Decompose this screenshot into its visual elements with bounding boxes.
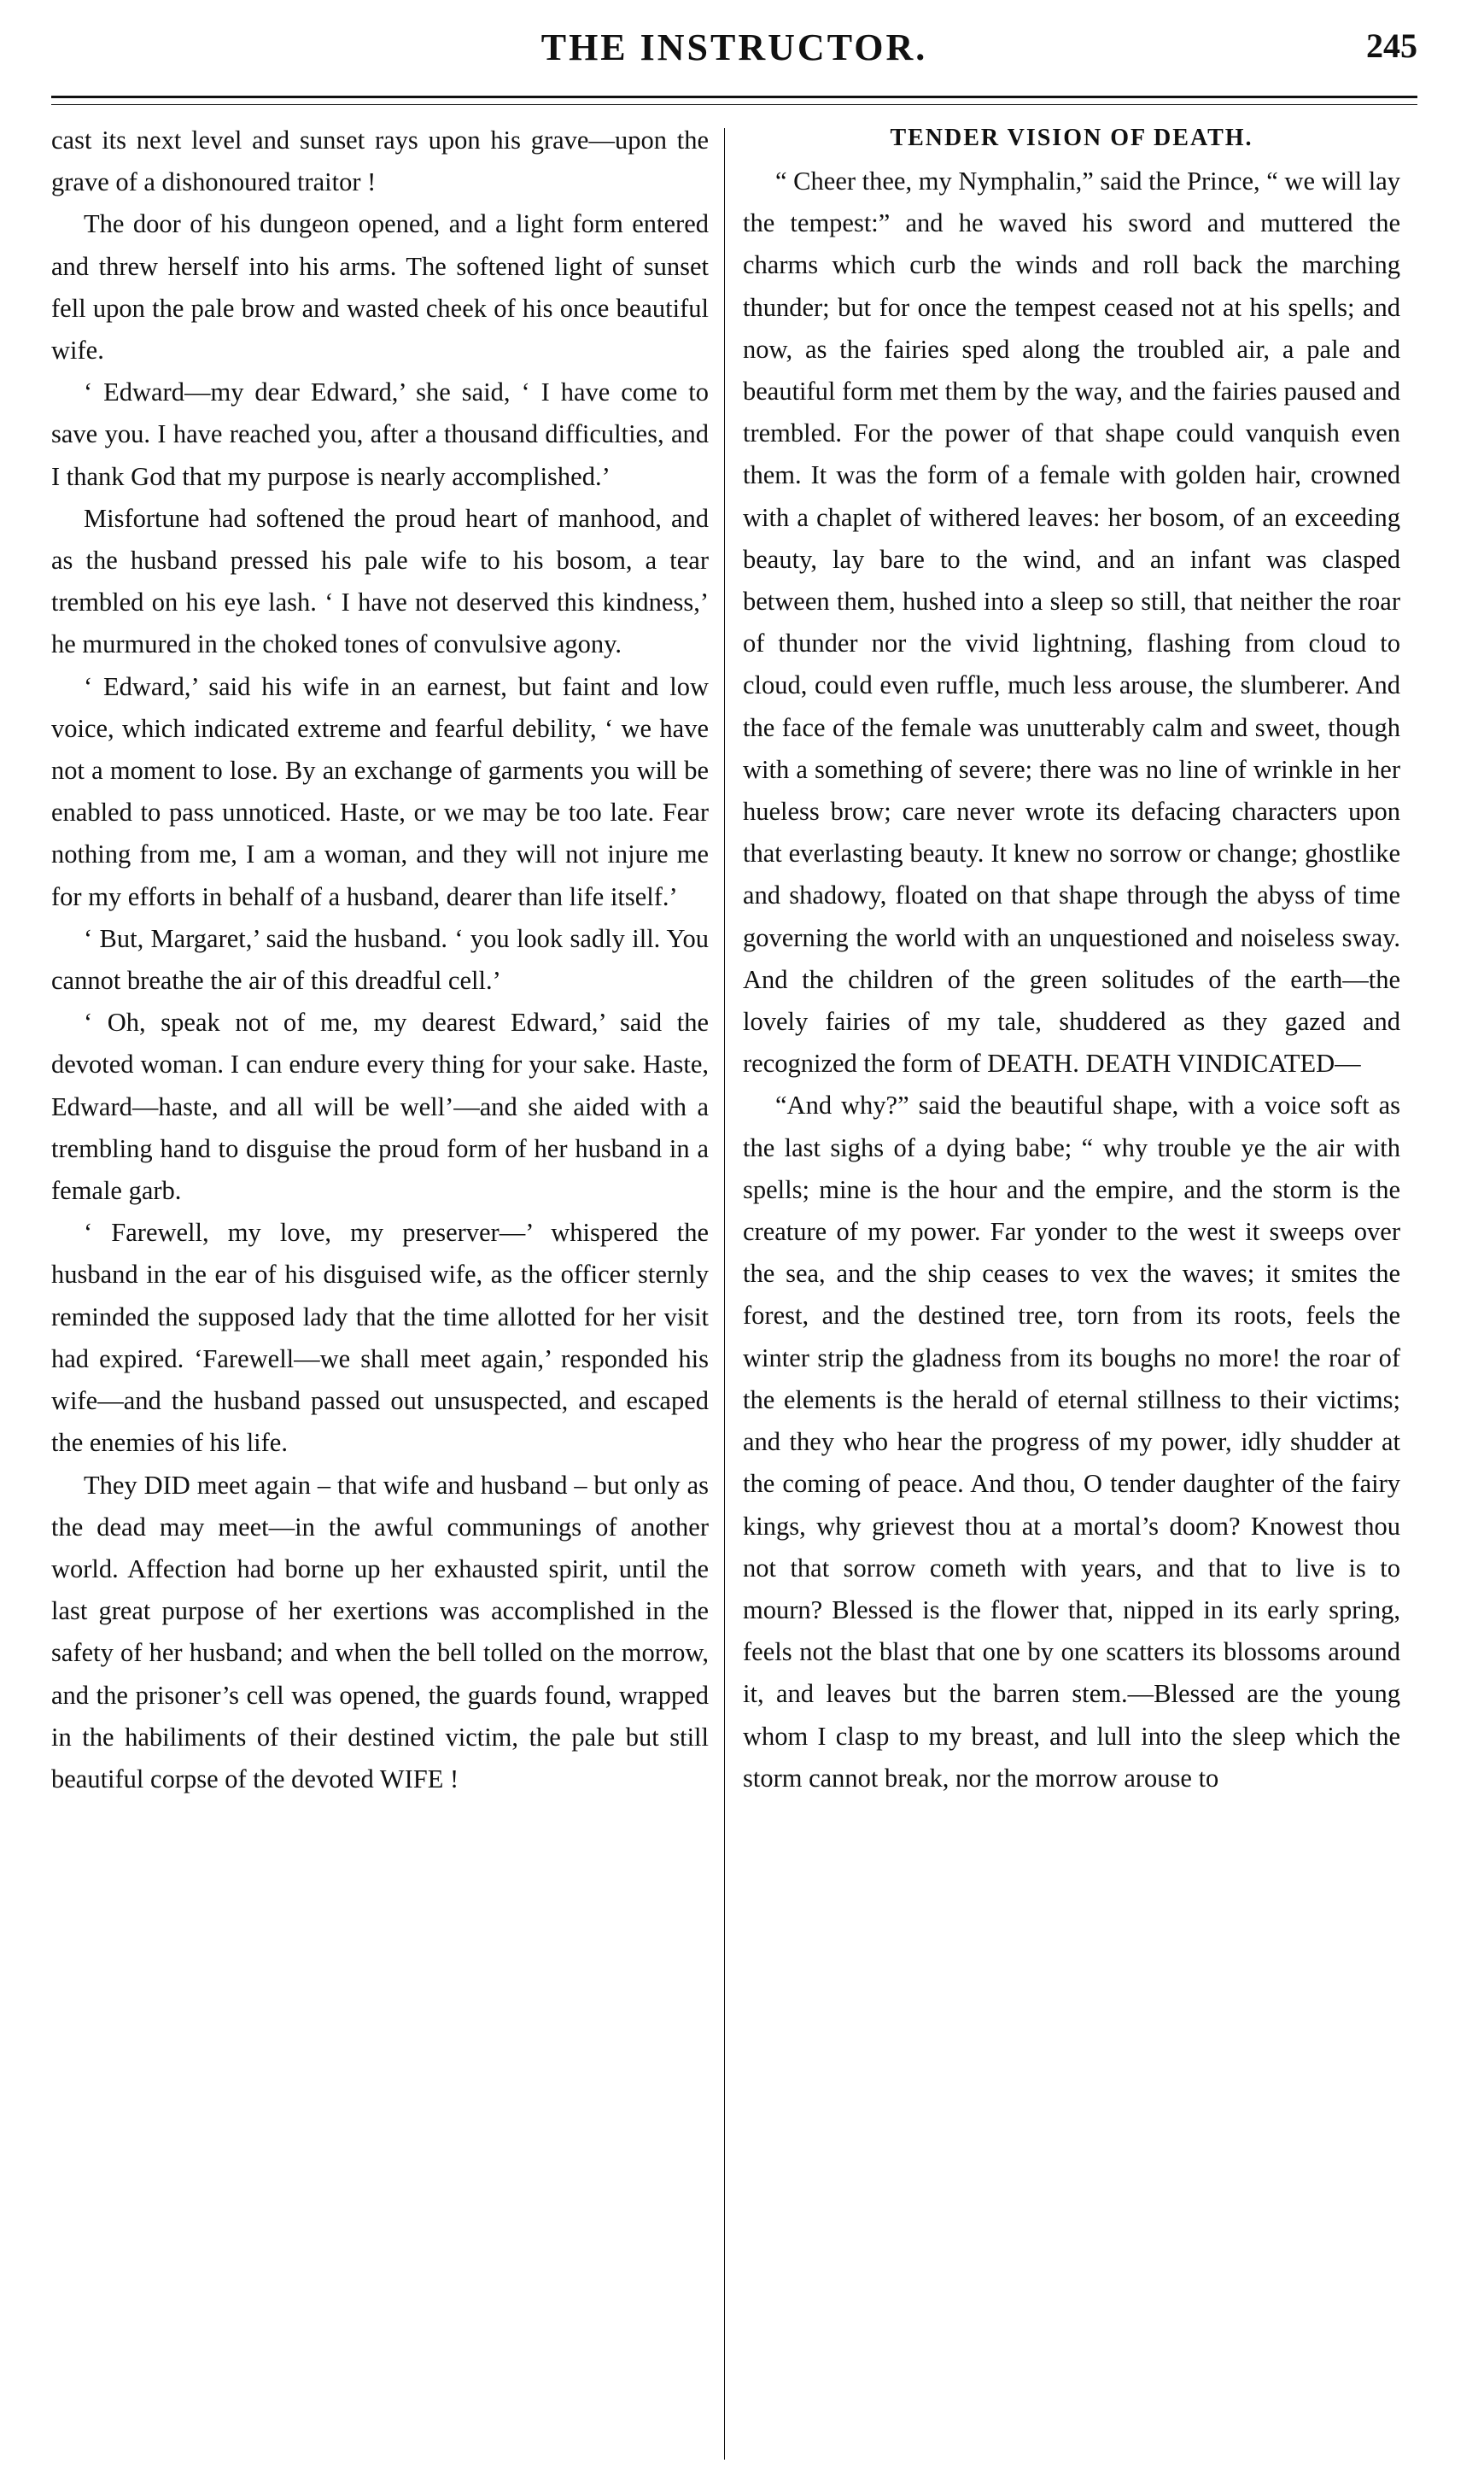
header-rule-thin bbox=[51, 104, 1417, 105]
paragraph: ‘ Oh, speak not of me, my dearest Edward,’ said the devoted woman. I can endure every thing for your sake. Haste, Edward—haste, and all will be well’—and she aided with a trembling hand to disguise the proud form of her husband in a female garb. bbox=[51, 1008, 709, 1206]
column-divider bbox=[724, 128, 725, 2460]
right-column bbox=[743, 120, 1400, 1799]
page-number: 245 bbox=[1366, 26, 1417, 65]
paragraph: The door of his dungeon opened, and a light form entered and threw herself into his arms. The softened light of sunset fell upon the pale brow and wasted cheek of his once beautiful wife. bbox=[51, 209, 709, 366]
running-head bbox=[51, 19, 1417, 79]
paragraph: Misfortune had softened the proud heart of manhood, and as the husband pressed his pale wife to his bosom, a tear trembled on his eye lash. ‘ I have not deserved this kindness,’ he murmured in the choked tones of convulsive agony. bbox=[51, 503, 709, 659]
paragraph: ‘ But, Margaret,’ said the husband. ‘ you look sadly ill. You cannot breathe the air of this dreadful cell.’ bbox=[51, 923, 709, 996]
left-column bbox=[51, 120, 709, 1800]
paragraph: ‘ Edward—my dear Edward,’ she said, ‘ I have come to save you. I have reached you, after a thousand difficulties, and I thank God that my purpose is nearly accomplished.’ bbox=[51, 377, 709, 491]
paragraph: They DID meet again – that wife and husband – but only as the dead may meet—in the awful communings of another world. Affection had borne up her exhausted spirit, until the last great purpose of her exertions was accomplished in the safety of her husband; and when the bell tolled on the morrow, and the prisoner’s cell was opened, the guards found, wrapped in the habiliments of their destined victim, the pale but still beautiful corpse of the devoted WIFE ! bbox=[51, 1470, 709, 1793]
article-title: TENDER VISION OF DEATH. bbox=[890, 125, 1253, 151]
paragraph: “And why?” said the beautiful shape, with a voice soft as the last sighs of a dying babe; “ why trouble ye the air with spells; mine is the hour and the empire, and the storm is the creature of my power. Far yonder to the west it sweeps over the sea, and the ship ceases to vex the waves; it smites the forest, and the destined tree, torn from its roots, feels the winter strip the gladness from its boughs no more! the roar of the elements is the herald of eternal stillness to their victims; and they who hear the progress of my power, idly shudder at the coming of peace. And thou, O tender daughter of the fairy kings, why grievest thou at a mortal’s doom? Knowest thou not that sorrow cometh with years, and that to live is to mourn? Blessed is the flower that, nipped in its early spring, feels not the blast that one by one scatters its blossoms around it, and leaves but the barren stem.—Blessed are the young whom I clasp to my breast, and lull into the sleep which the storm cannot break, nor the morrow arouse to bbox=[743, 1091, 1400, 1793]
paragraph: ‘ Farewell, my love, my preserver—’ whispered the husband in the ear of his disguised wife, as the officer sternly reminded the supposed lady that the time allotted for her visit had expired. ‘Farewell—we shall meet again,’ responded his wife—and the husband passed out unsuspected, and escaped the enemies of his life. bbox=[51, 1218, 709, 1458]
journal-title: THE INSTRUCTOR. bbox=[540, 26, 928, 68]
paragraph: “ Cheer thee, my Nymphalin,” said the Prince, “ we will lay the tempest:” and he waved his sword and muttered the charms which curb the winds and roll back the marching thunder; but for once the tempest ceased not at his spells; and now, as the fairies sped along the troubled air, a pale and beautiful form met them by the way, and the fairies paused and trembled. For the power of that shape could vanquish even them. It was the form of a female with golden hair, crowned with a chaplet of withered leaves: her bosom, of an exceeding beauty, lay bare to the wind, and an infant was clasped between them, hushed into a sleep so still, that neither the roar of thunder nor the vivid lightning, flashing from cloud to cloud, could even ruffle, much less arouse, the slumberer. And the face of the female was unutterably calm and sweet, though with a something of severe; there was no line of wrinkle in her hueless brow; care never wrote its defacing characters upon that everlasting beauty. It knew no sorrow or change; ghostlike and shadowy, floated on that shape through the abyss of time governing the world with an unquestioned and noiseless sway. And the children of the green solitudes of the earth—the lovely fairies of my tale, shuddered as they gazed and recognized the form of DEATH. DEATH VINDICATED— bbox=[743, 167, 1400, 1079]
paragraph: ‘ Edward,’ said his wife in an earnest, but faint and low voice, which indicated extreme and fearful debility, ‘ we have not a moment to lose. By an exchange of garments you will be enabled to pass unnoticed. Haste, or we may be too late. Fear nothing from me, I am a woman, and they will not injure me for my efforts in behalf of a husband, dearer than life itself.’ bbox=[51, 671, 709, 911]
header-rule bbox=[51, 96, 1417, 98]
paragraph: cast its next level and sunset rays upon his grave—upon the grave of a dishonoured traitor ! bbox=[51, 126, 709, 197]
